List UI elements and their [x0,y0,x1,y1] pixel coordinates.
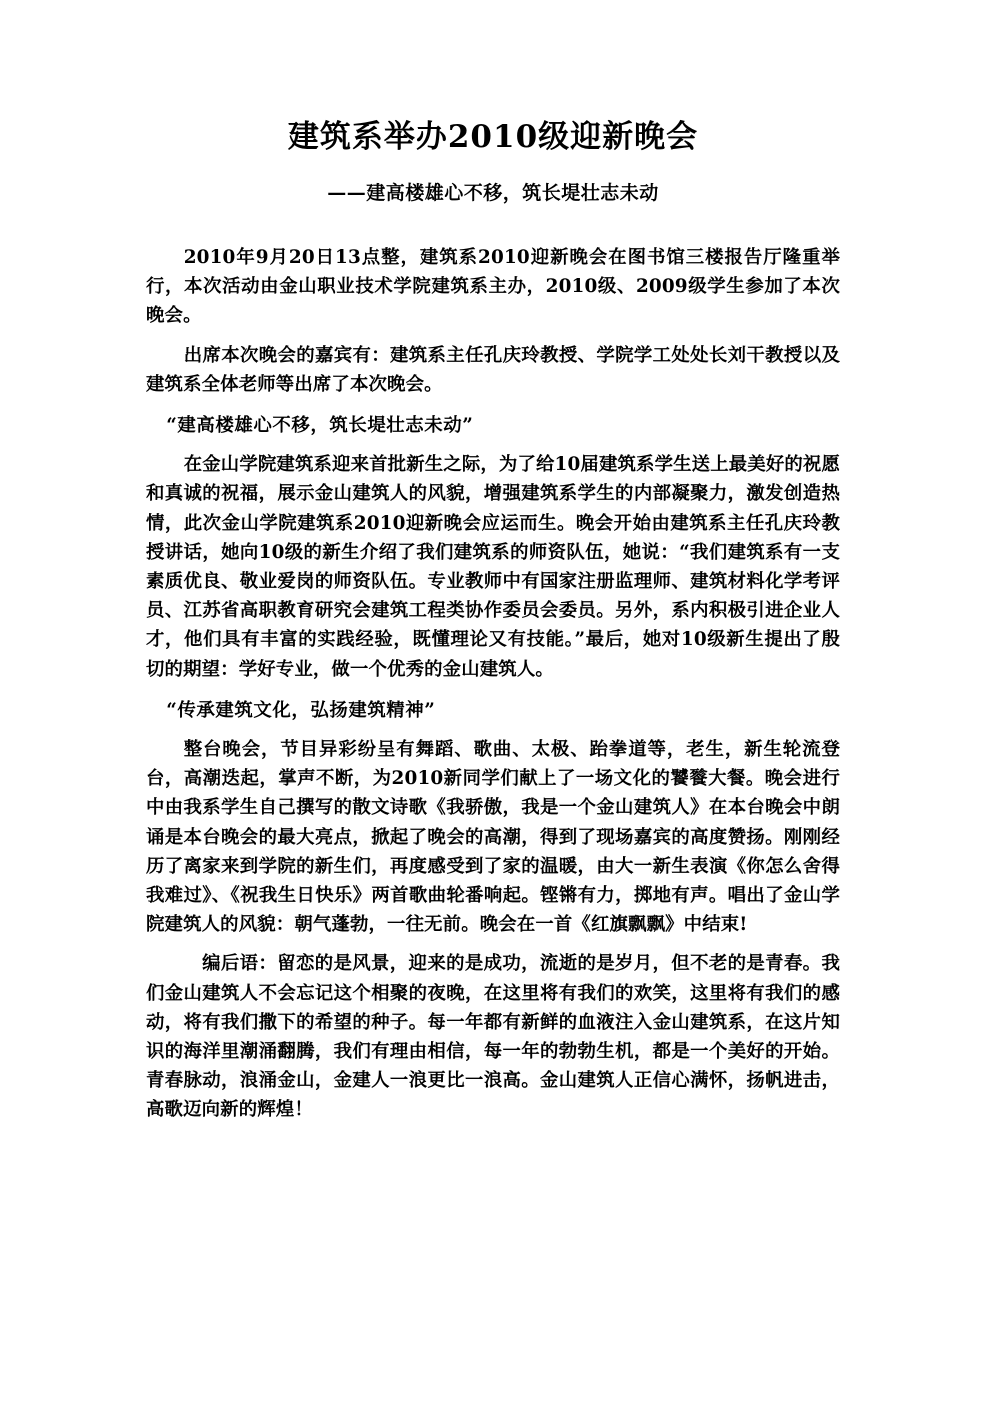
subheading-slogan-two: “传承建筑文化，弘扬建筑精神” [166,699,436,721]
document-subtitle: ——建高楼雄心不移，筑长堤壮志未动 [327,182,659,204]
paragraph-performances: 整台晚会，节目异彩纷呈有舞蹈、歌曲、太极、跆拳道等，老生，新生轮流登台，高潮迭起，掌声不断，为2010新同学们献上了一场文化的饕餮大餐。晚会进行中由我系学生自己撰写的散文诗歌《我骄傲，我是一个金山建筑人》在本台晚会中朗诵是本台晚会的最大亮点，掀起了晚会的高潮，得到了现场嘉宾的高度赞扬。刚刚经历了离家来到学院的新生们，再度感受到了家的温暖，由大一新生表演《你怎么舍得我难过》、《祝我生日快乐》两首歌曲轮番响起。铿锵有力，掷地有声。唱出了金山学院建筑人的风貌：朝气蓬勃，一往无前。晚会在一首《红旗飘飘》中结束! [146,739,840,936]
paragraph-opening-speech: 在金山学院建筑系迎来首批新生之际，为了给10届建筑系学生送上最美好的祝愿和真诚的祝福，展示金山建筑人的风貌，增强建筑系学生的内部凝聚力，激发创造热情，此次金山学院建筑系2010迎新晚会应运而生。晚会开始由建筑系主任孔庆玲教授讲话，她向10级的新生介绍了我们建筑系的师资队伍，她说：“我们建筑系有一支素质优良、敬业爱岗的师资队伍。专业教师中有国家注册监理师、建筑材料化学考评员、江苏省高职教育研究会建筑工程类协作委员会委员。另外，系内积极引进企业人才，他们具有丰富的实践经验，既懂理论又有技能。”最后，她对10级新生提出了殷切的期望：学好专业，做一个优秀的金山建筑人。 [146,454,840,680]
paragraph-event-details: 2010年9月20日13点整，建筑系2010迎新晚会在图书馆三楼报告厅隆重举行，本次活动由金山职业技术学院建筑系主办，2010级、2009级学生参加了本次晚会。 [146,247,840,327]
paragraph-guests: 出席本次晚会的嘉宾有：建筑系主任孔庆玲教授、学院学工处处长刘干教授以及建筑系全体老师等出席了本次晚会。 [146,344,840,395]
page-title: 建筑系举办2010级迎新晚会 [287,119,699,155]
document-content [146,0,840,1125]
subheading-slogan-one: “建高楼雄心不移，筑长堤壮志未动” [166,415,474,437]
paragraph-editors-note: 编后语：留恋的是风景，迎来的是成功，流逝的是岁月，但不老的是青春。我们金山建筑人不会忘记这个相聚的夜晚，在这里将有我们的欢笑，这里将有我们的感动，将有我们撒下的希望的种子。每一年都有新鲜的血液注入金山建筑系，在这片知识的海洋里潮涌翻腾，我们有理由相信，每一年的勃勃生机，都是一个美好的开始。青春脉动，浪涌金山，金建人一浪更比一浪高。金山建筑人正信心满怀，扬帆进击，高歌迈向新的辉煌！ [146,953,840,1121]
